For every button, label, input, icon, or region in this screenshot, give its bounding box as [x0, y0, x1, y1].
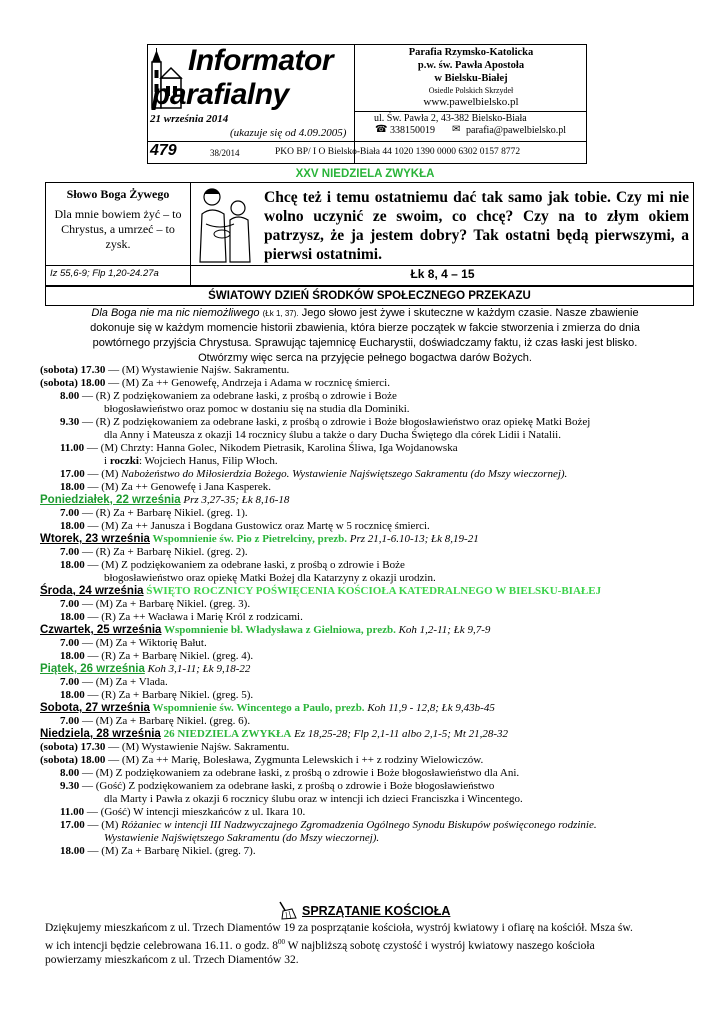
entry-17: 17.00 — (M) Nabożeństwo do Miłosierdzia Bożego. Wystawienie Najświętszego Sakramentu (do Mszy wieczornej).: [60, 468, 568, 480]
entry-sun17b: Wystawienie Najświętszego Sakramentu (do Mszy wieczornej).: [104, 832, 380, 844]
entry-sun8: 8.00 — (M) Z podziękowaniem za odebrane łaski, z prośbą o zdrowie i Boże błogosławieństwo dla Ani.: [60, 767, 520, 779]
parish-name: [356, 46, 586, 85]
entry-tue18a: 18.00 — (M) Z podziękowaniem za odebrane łaski, z prośbą o zdrowie i Boże: [60, 559, 405, 571]
cleaning-line2a: w ich intencji będzie celebrowana 16.11. o godz. 8: [45, 939, 279, 952]
email-icon: ✉: [452, 124, 461, 135]
entry-tue7: 7.00 — (R) Za + Barbarę Nikiel. (greg. 2).: [60, 546, 248, 558]
entry-tue18b: błogosławieństwo oraz opiekę Matki Bożej dla Katarzyny z okazji urodzin.: [104, 572, 436, 584]
entry-sun18: 18.00 — (M) Za + Barbarę Nikiel. (greg. 7).: [60, 845, 256, 857]
day-tuesday: Wtorek, 23 września Wspomnienie św. Pio z Pietrelciny, prezb. Prz 21,1-6.10-13; Łk 8,19-21: [40, 533, 479, 545]
issue-sub: 38/2014: [210, 148, 240, 158]
word-heading: Słowo Boga Żywego: [66, 187, 170, 201]
entry-mon18: 18.00 — (M) Za ++ Janusza i Bogdana Gustowicz oraz Martę w 5 rocznicę śmierci.: [60, 520, 430, 532]
cleaning-line3: powierzamy mieszkańcom z ul. Trzech Diamentów 32.: [45, 953, 299, 966]
day-saturday: Sobota, 27 września Wspomnienie św. Wincentego a Paulo, prezb. Koh 11,9 - 12,8; Łk 9,43b-45: [40, 702, 495, 714]
entry-930a: 9.30 — (R) Z podziękowaniem za odebrane łaski, z prośbą o zdrowie i Boże błogosławieństwo oraz opiekę Matki Bożej: [60, 416, 591, 428]
reading-refs: Iz 55,6-9; Flp 1,20-24.27a: [50, 268, 159, 279]
media-text: [30, 306, 700, 366]
entry-mon7: 7.00 — (R) Za + Barbarę Nikiel. (greg. 1).: [60, 507, 248, 519]
entry-8b: błogosławieństwo oraz pomoc w dostaniu się na studia dla Dominiki.: [104, 403, 410, 415]
entry-18: 18.00 — (M) Za ++ Genowefę i Jana Kasperek.: [60, 481, 271, 493]
gospel-ref: Łk 8, 4 – 15: [410, 267, 475, 281]
cleaning-hour-sup: 00: [278, 938, 286, 946]
entry-sat7: 7.00 — (M) Za + Barbarę Nikiel. (greg. 6).: [60, 715, 251, 727]
cleaning-line1: Dziękujemy mieszkańcom z ul. Trzech Diamentów 19 za posprzątanie kościoła, wystrój kwiatowy i ofiarę na kościół. Msza św.: [45, 922, 633, 934]
parish-line2: p.w. św. Pawła Apostoła: [417, 60, 525, 71]
entry-11b: i roczki: Wojciech Hanus, Filip Włoch.: [104, 455, 278, 467]
entry-fri18: 18.00 — (R) Za + Barbarę Nikiel. (greg. 5).: [60, 689, 254, 701]
masthead-title-line2: parafialny: [152, 78, 289, 111]
parish-line1: Parafia Rzymsko-Katolicka: [408, 47, 534, 58]
entry-sat1: (sobota) 17.30 — (M) Wystawienie Najśw. Sakramentu.: [40, 364, 290, 376]
entry-wed7: 7.00 — (M) Za + Barbarę Nikiel. (greg. 3).: [60, 598, 251, 610]
media-line1-quote: Dla Boga nie ma nic niemożliwego: [91, 307, 260, 319]
day-wednesday: Środa, 24 września ŚWIĘTO ROCZNICY POŚWIĘCENIA KOŚCIOŁA KATEDRALNEGO W BIELSKU-BIAŁEJ: [40, 585, 602, 597]
cleaning-text: [45, 921, 691, 967]
masthead-title-line1: Informator: [188, 44, 333, 77]
broom-icon: [276, 900, 298, 920]
masthead-divider-h2: [147, 141, 587, 142]
entry-thu18: 18.00 — (R) Za + Barbarę Nikiel. (greg. 4).: [60, 650, 254, 662]
media-line1: [30, 306, 700, 321]
masthead-divider-vertical: [354, 44, 355, 164]
entry-sun-sat1: (sobota) 17.30 — (M) Wystawienie Najśw. Sakramentu.: [40, 741, 290, 753]
bank-account: PKO BP/ I O Bielsko-Biała 44 1020 1390 0000 6302 0157 8772: [275, 147, 521, 157]
jesus-illustration: [192, 184, 254, 264]
parish-estate: Osiedle Polskich Skrzydeł: [428, 86, 514, 95]
media-line3: powtórnego przyjścia Chrystusa. Sprawując tajemnicę Eucharystii, doświadczamy faktu, iż czas łaski jest blisko.: [92, 337, 638, 349]
gospel-quote: Chcę też i temu ostatniemu dać tak samo jak tobie. Czy mi nie wolno uczynić ze swoim, co chcę? Czy na to złym okiem patrzysz, że ja jestem dobry? Tak ostatni będą pierwszymi, a pierwsi ostatnimi.: [264, 189, 689, 263]
day-sunday: Niedziela, 28 września 26 NIEDZIELA ZWYKŁA Ez 18,25-28; Flp 2,1-11 albo 2,1-5; Mt 21,28-32: [40, 728, 509, 740]
media-line1-ref: (Łk 1, 37).: [262, 309, 299, 318]
cleaning-line2: [45, 935, 691, 953]
published-since: (ukazuje się od 4.09.2005): [230, 127, 347, 139]
media-line2: dokonuje się w każdym momencie historii zbawienia, która bierze początek w fakcie stworzenia i zmierza do dnia: [90, 322, 640, 334]
parish-website[interactable]: www.pawelbielsko.pl: [423, 96, 519, 108]
issue-number: 479: [150, 142, 177, 159]
day-thursday: Czwartek, 25 września Wspomnienie bł. Władysława z Gielniowa, prezb. Koh 1,2-11; Łk 9,7-9: [40, 624, 491, 636]
media-line1-text: Jego słowo jest żywe i skuteczne w każdym czasie. Nasze zbawienie: [301, 307, 639, 319]
media-line4: Otwórzmy więc serca na przyjęcie pełnego bogactwa darów Bożych.: [198, 352, 532, 364]
entry-sun-sat2: (sobota) 18.00 — (M) Za ++ Marię, Bolesława, Zygmunta Lelewskich i ++ z rodziny Wielowiczów.: [40, 754, 484, 766]
issue-date: 21 września 2014: [150, 113, 229, 125]
word-quote: Dla mnie bowiem żyć – to Chrystus, a umrzeć – to zysk.: [54, 207, 182, 251]
cleaning-heading: SPRZĄTANIE KOŚCIOŁA: [302, 904, 451, 918]
entry-8a: 8.00 — (R) Z podziękowaniem za odebrane łaski, z prośbą o zdrowie i Boże: [60, 390, 397, 402]
day-friday: Piątek, 26 września Koh 3,1-11; Łk 9,18-22: [40, 663, 251, 675]
entry-thu7: 7.00 — (M) Za + Wiktorię Bałut.: [60, 637, 207, 649]
day-monday: Poniedziałek, 22 września Prz 3,27-35; Łk 8,16-18: [40, 494, 290, 506]
entry-sun17a: 17.00 — (M) Różaniec w intencji III Nadzwyczajnego Zgromadzenia Ogólnego Synodu Biskupów poświęconego rodzinie.: [60, 819, 597, 831]
entry-wed18: 18.00 — (R) Za ++ Wacława i Marię Król z rodzicami.: [60, 611, 303, 623]
word-divider-h: [45, 265, 694, 266]
parish-address: ul. Św. Pawła 2, 43-382 Bielsko-Biała: [374, 113, 527, 124]
entry-11a: 11.00 — (M) Chrzty: Hanna Golec, Nikodem Pietrasik, Karolina Śliwa, Iga Wojdanowska: [60, 442, 458, 454]
cleaning-line2b: W najbliższą sobotę czystość i wystrój kwiatowy naszego kościoła: [285, 939, 595, 952]
mass-schedule: [40, 364, 690, 858]
entry-sun930a: 9.30 — (Gość) Z podziękowaniem za odebrane łaski, z prośbą o zdrowie i Boże błogosławieństwo: [60, 780, 495, 792]
sunday-title: XXV NIEDZIELA ZWYKŁA: [295, 168, 435, 180]
parish-phone: 338150019: [390, 125, 435, 136]
phone-icon: ☎: [375, 124, 388, 135]
media-heading: ŚWIATOWY DZIEŃ ŚRODKÓW SPOŁECZNEGO PRZEKAZU: [208, 290, 531, 302]
parish-line3: w Bielsku-Białej: [434, 73, 508, 84]
entry-930b: dla Anny i Mateusza z okazji 14 rocznicy ślubu a także o dary Ducha Świętego dla córek Lidii i Natalii.: [104, 429, 561, 441]
entry-sun11: 11.00 — (Gość) W intencji mieszkańców z ul. Ikara 10.: [60, 806, 306, 818]
entry-sat2: (sobota) 18.00 — (M) Za ++ Genowefę, Andrzeja i Adama w rocznicę śmierci.: [40, 377, 390, 389]
entry-sun930b: dla Marty i Pawła z okazji 6 rocznicy ślubu oraz w intencji ich dzieci Franciszka i Wincentego.: [104, 793, 523, 805]
entry-fri7: 7.00 — (M) Za + Vlada.: [60, 676, 168, 688]
masthead-divider-h1: [355, 111, 587, 112]
parish-email[interactable]: parafia@pawelbielsko.pl: [466, 125, 567, 136]
